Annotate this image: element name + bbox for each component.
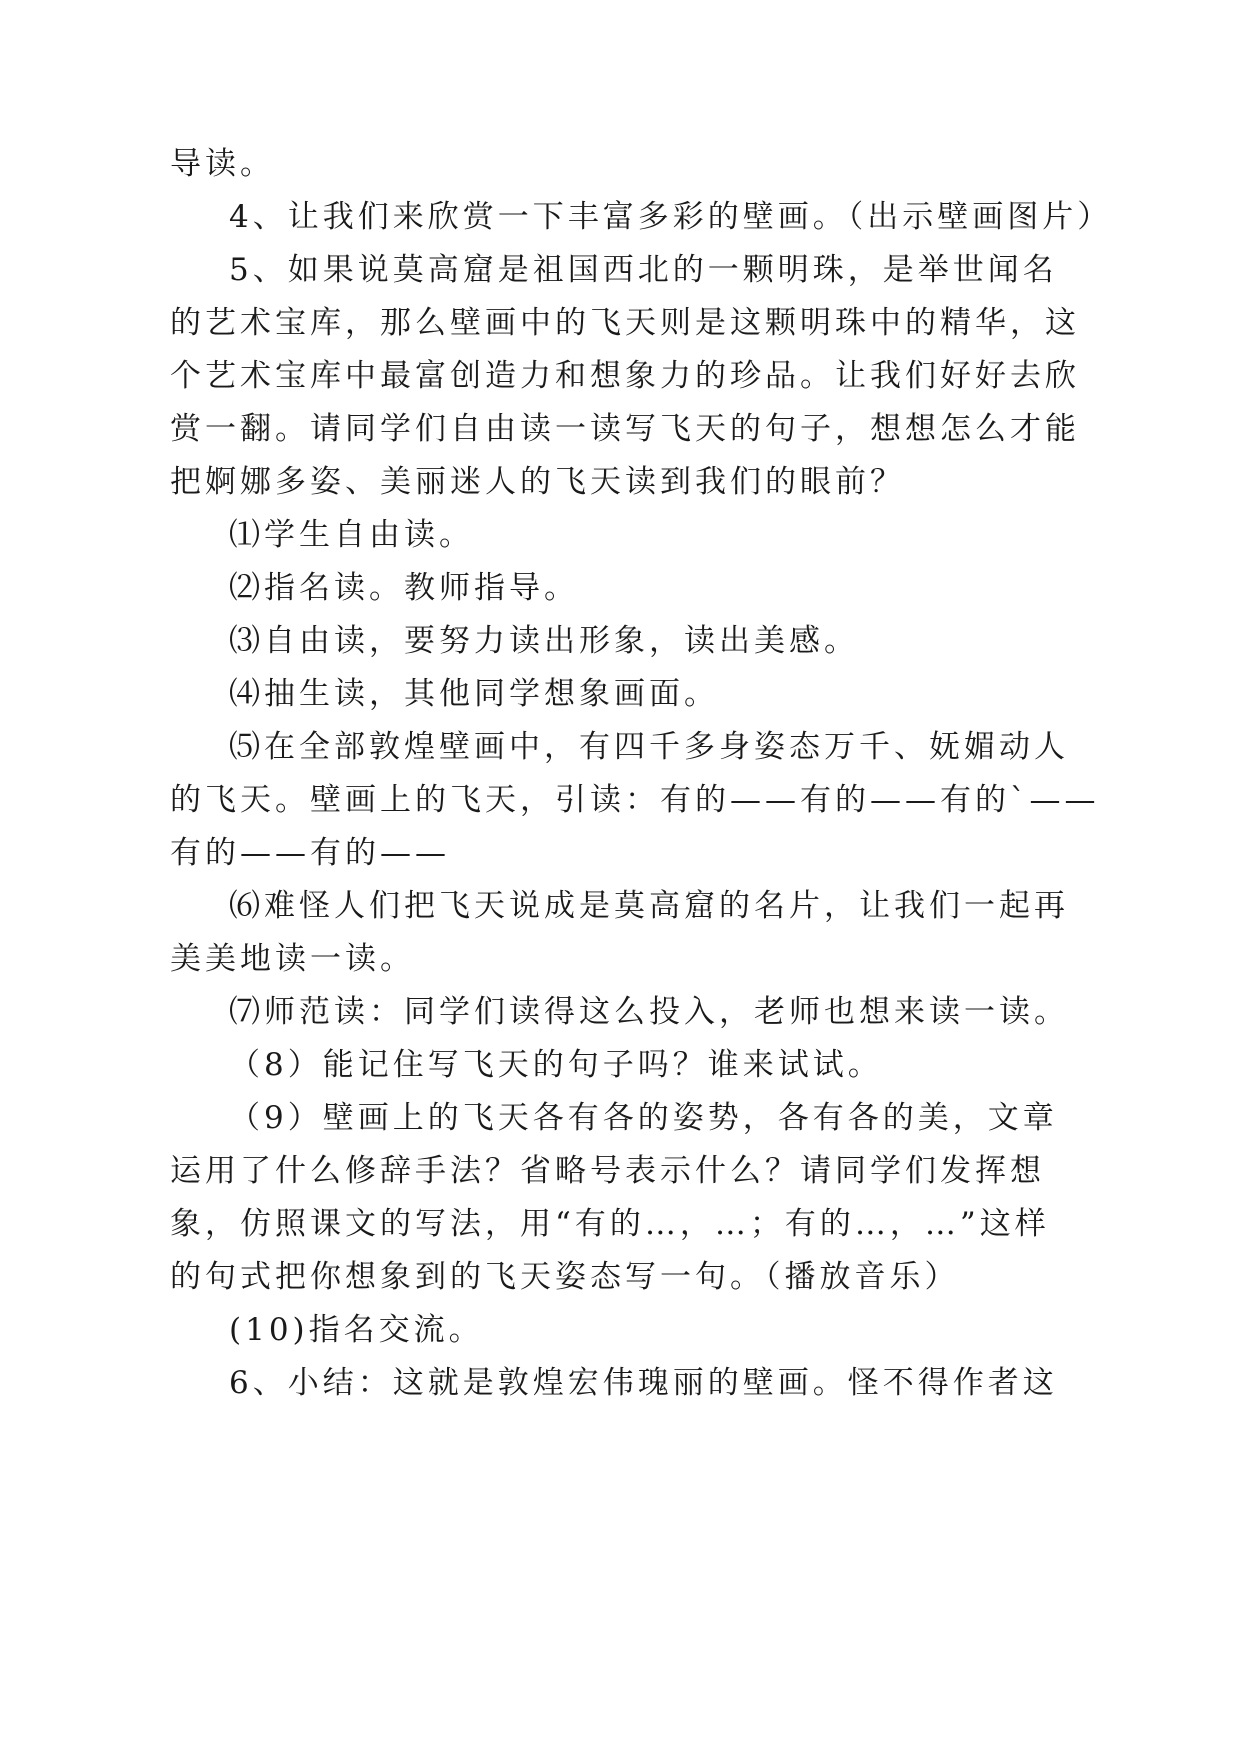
text-line-9: ⑵指名读。教师指导。 [229,570,579,606]
text-line-23: (10)指名交流。 [229,1312,484,1348]
text-line-19: （9）壁画上的飞天各有各的姿势，各有各的美，文章 [229,1100,1058,1136]
text-line-14: 有的——有的—— [170,835,450,871]
text-line-17: ⑺师范读：同学们读得这么投入，老师也想来读一读。 [229,994,1069,1030]
text-line-3: 5、如果说莫高窟是祖国西北的一颗明珠，是举世闻名 [229,252,1058,288]
text-line-5: 个艺术宝库中最富创造力和想象力的珍品。让我们好好去欣 [170,358,1080,394]
text-line-2: 4、让我们来欣赏一下丰富多彩的壁画。（出示壁画图片） [229,199,1113,235]
text-line-7: 把婀娜多姿、美丽迷人的飞天读到我们的眼前？ [170,464,905,500]
text-line-21: 象，仿照课文的写法，用“有的…，…；有的…，…”这样 [170,1206,1050,1242]
text-line-8: ⑴学生自由读。 [229,517,474,553]
text-line-13: 的飞天。壁画上的飞天，引读：有的——有的——有的`—— [170,782,1100,818]
text-line-11: ⑷抽生读，其他同学想象画面。 [229,676,719,712]
text-line-24: 6、小结：这就是敦煌宏伟瑰丽的壁画。怪不得作者这 [229,1365,1058,1401]
text-line-22: 的句式把你想象到的飞天姿态写一句。（播放音乐） [170,1259,960,1295]
text-line-20: 运用了什么修辞手法？省略号表示什么？请同学们发挥想 [170,1153,1045,1189]
text-line-1: 导读。 [170,146,275,182]
text-line-16: 美美地读一读。 [170,941,415,977]
text-line-10: ⑶自由读，要努力读出形象，读出美感。 [229,623,859,659]
text-line-18: （8）能记住写飞天的句子吗？谁来试试。 [229,1047,883,1083]
text-line-4: 的艺术宝库，那么壁画中的飞天则是这颗明珠中的精华，这 [170,305,1080,341]
text-line-6: 赏一翻。请同学们自由读一读写飞天的句子，想想怎么才能 [170,411,1080,447]
text-line-12: ⑸在全部敦煌壁画中，有四千多身姿态万千、妩媚动人 [229,729,1069,765]
text-line-15: ⑹难怪人们把飞天说成是莫高窟的名片，让我们一起再 [229,888,1069,924]
